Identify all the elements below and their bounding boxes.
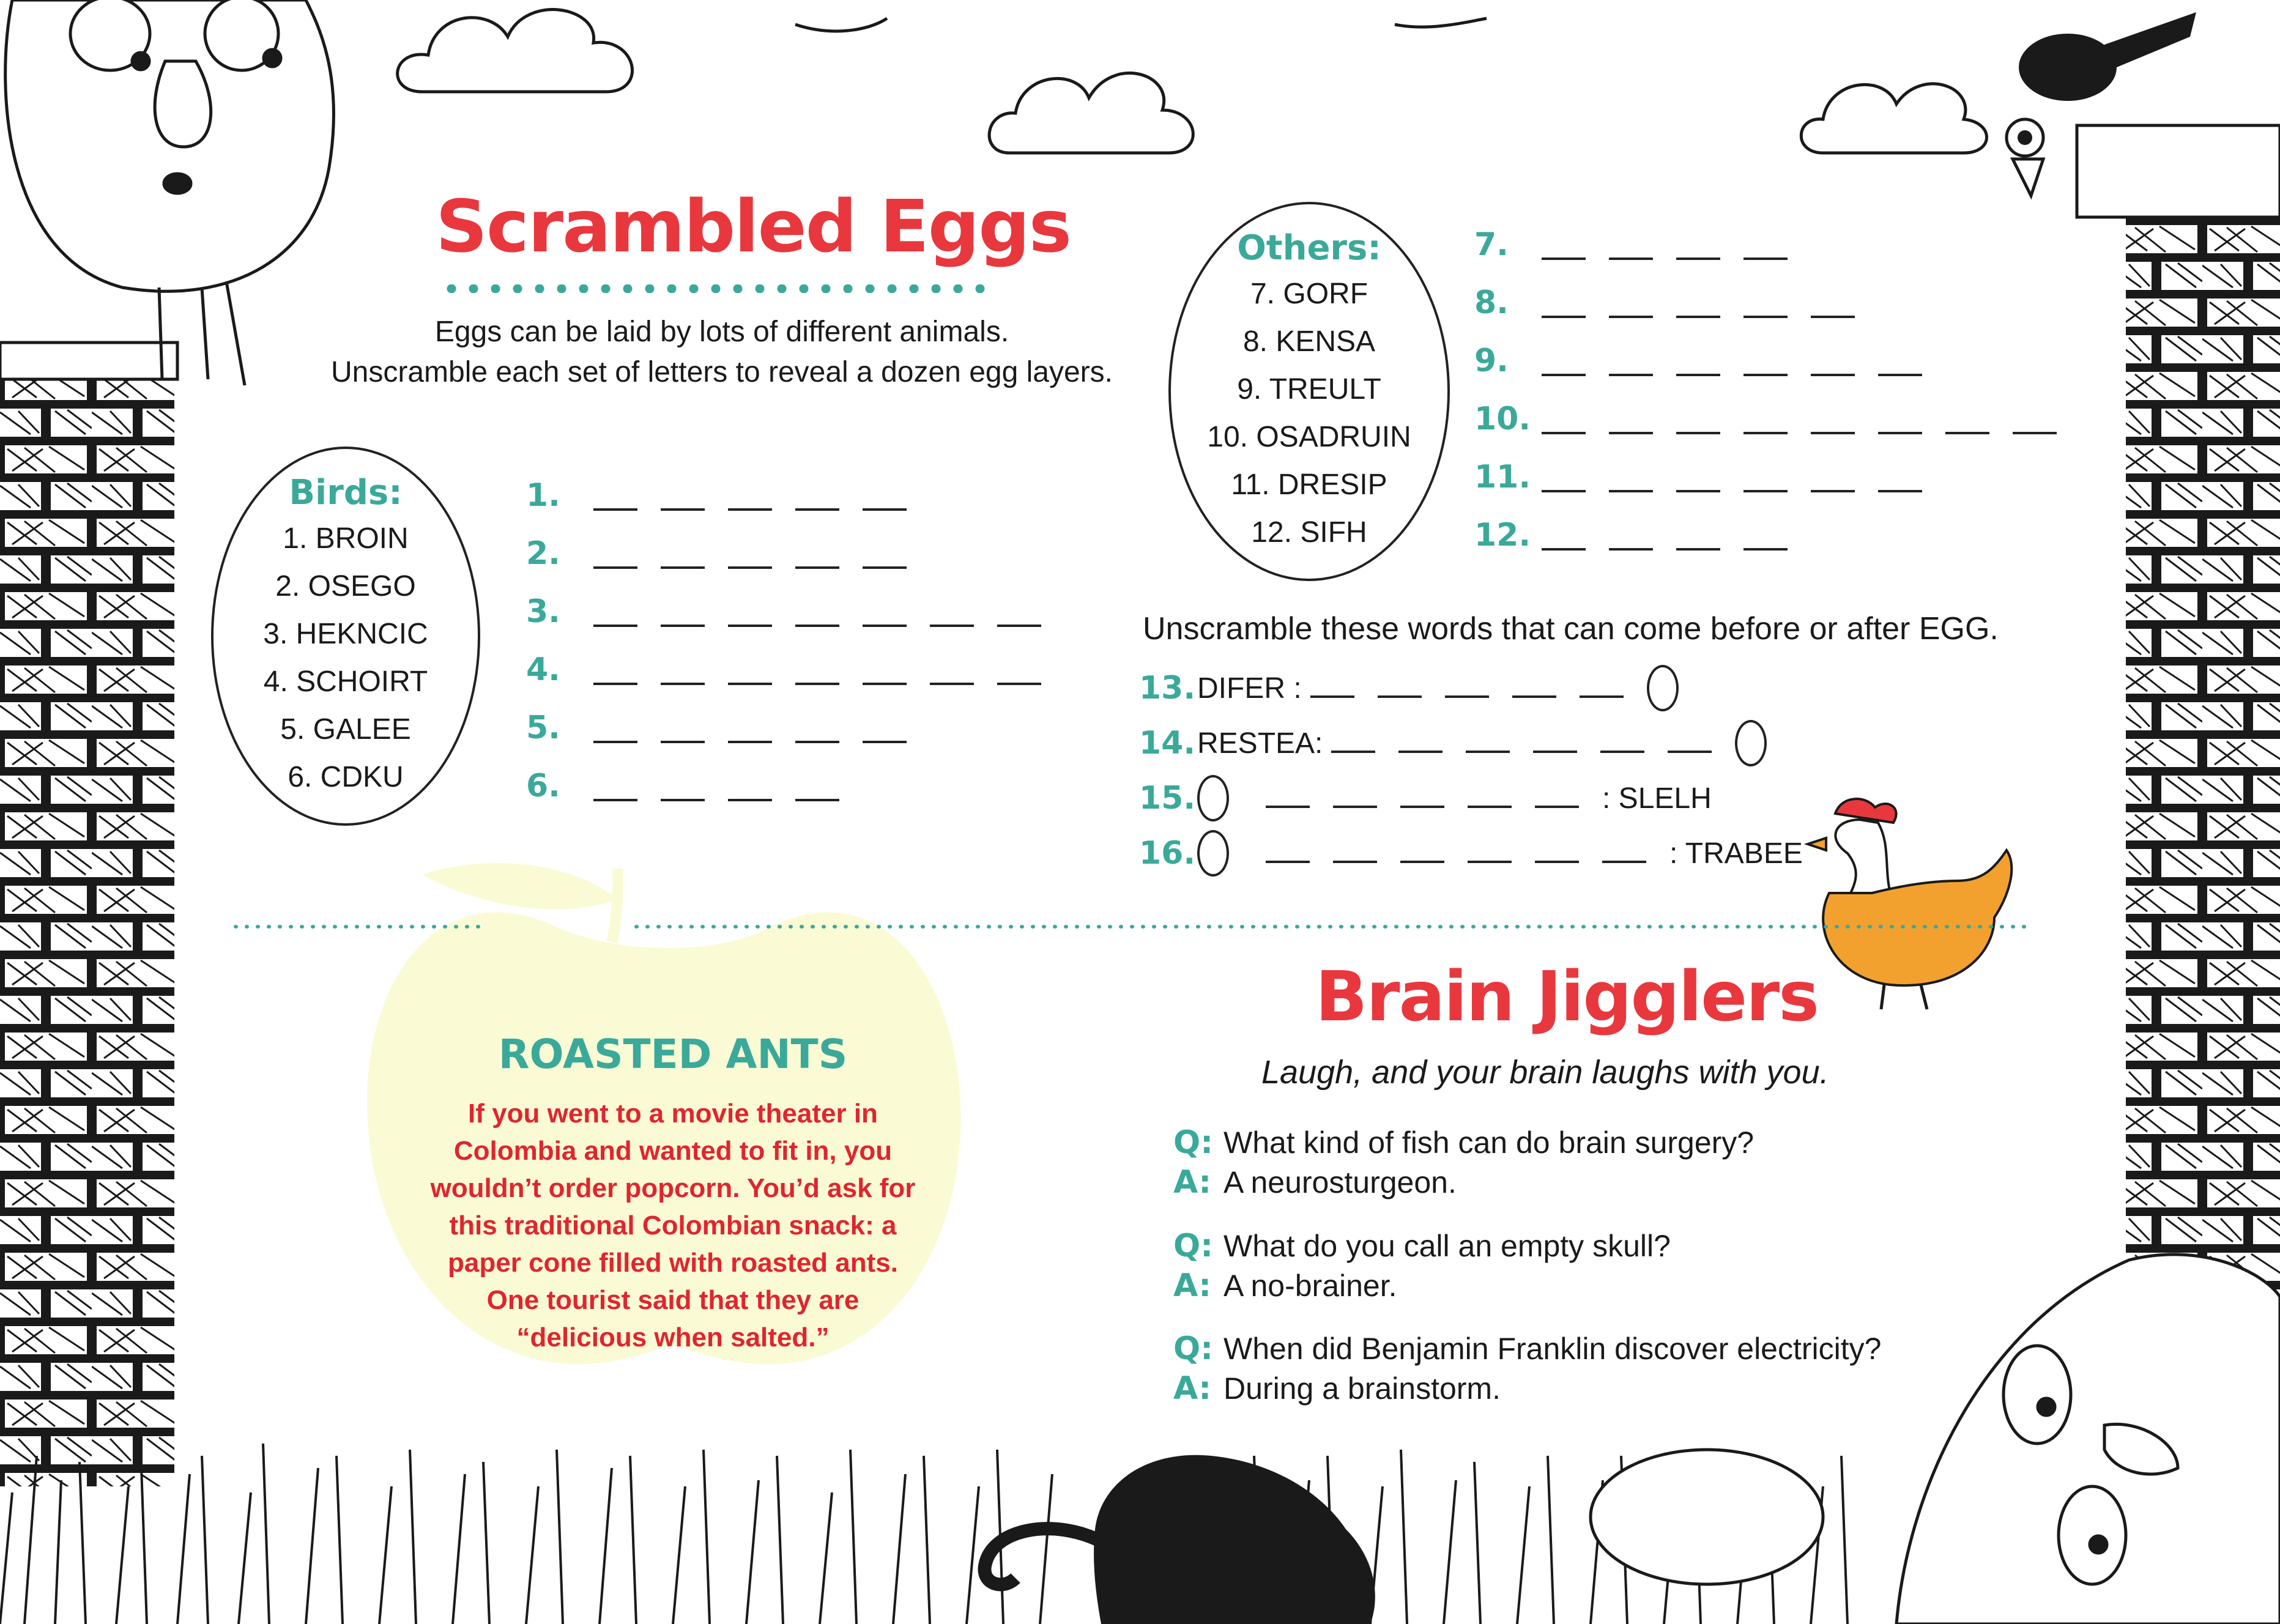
letter-blank[interactable] [863, 600, 907, 627]
cracked-egg-icon [1591, 1255, 2280, 1624]
letter-blank[interactable] [1535, 836, 1579, 863]
letter-blank[interactable] [1542, 407, 1586, 434]
letter-blank[interactable] [593, 600, 637, 627]
letter-blank[interactable] [1512, 671, 1556, 698]
bird-clue-6: 6. CDKU [288, 761, 404, 793]
brain-jigglers-subtitle: Laugh, and your brain laughs with you. [1261, 1054, 1829, 1091]
question-1 [1173, 1124, 1754, 1161]
answer-number: 7. [1474, 226, 1509, 263]
letter-blank[interactable] [1609, 233, 1653, 260]
title-dot-divider [440, 284, 991, 293]
answer-3 [1173, 1370, 1501, 1407]
letter-blank[interactable] [593, 484, 637, 511]
letter-blank[interactable] [1445, 671, 1489, 698]
answer-row[interactable] [1474, 459, 1945, 495]
phrase-blanks[interactable] [1310, 671, 1647, 705]
letter-blank[interactable] [1878, 407, 1922, 434]
letter-blank[interactable] [795, 774, 839, 801]
letter-blank[interactable] [1600, 726, 1644, 753]
letter-blank[interactable] [593, 716, 637, 743]
phrase-word: : SLELH [1602, 782, 1712, 815]
letter-blank[interactable] [1743, 407, 1788, 434]
brain-jigglers-title: Brain Jigglers [1315, 957, 1818, 1037]
answer-2 [1173, 1267, 1397, 1304]
phrase-row[interactable] [1139, 664, 1679, 713]
ants-line: Colombia and wanted to fit in, you [453, 1136, 893, 1166]
answer-row[interactable] [1474, 517, 1811, 554]
answer-row[interactable] [1474, 284, 1878, 321]
letter-blank[interactable] [1676, 233, 1720, 260]
letter-blank[interactable] [863, 716, 907, 743]
letter-blank[interactable] [661, 600, 705, 627]
phrase-blanks[interactable] [1266, 781, 1602, 815]
roasted-ants-title: ROASTED ANTS [498, 1031, 848, 1078]
intro-line-2: Unscramble each set of letters to reveal a dozen egg layers. [331, 356, 1113, 388]
answer-number: 9. [1474, 343, 1509, 379]
letter-blank[interactable] [1333, 836, 1377, 863]
letter-blank[interactable] [661, 484, 705, 511]
hen-icon [1808, 799, 2011, 1009]
letter-blank[interactable] [1331, 726, 1375, 753]
letter-blank[interactable] [930, 600, 974, 627]
answer-row[interactable] [1474, 343, 1945, 379]
answer-1 [1173, 1164, 1457, 1201]
letter-blank[interactable] [728, 774, 772, 801]
answer-blanks[interactable] [593, 658, 1064, 688]
answer-number: 6. [526, 768, 560, 804]
answer-number: 2. [526, 535, 560, 572]
letter-blank[interactable] [1378, 671, 1422, 698]
letter-blank[interactable] [1533, 726, 1577, 753]
answer-number: 5. [526, 710, 560, 746]
a-marker: A: [1173, 1370, 1212, 1407]
answer-number: 1. [526, 477, 560, 514]
answer-row[interactable] [526, 477, 930, 514]
grass-icon [0, 1444, 1847, 1624]
letter-blank[interactable] [1676, 407, 1720, 434]
letter-blank[interactable] [1811, 407, 1855, 434]
letter-blank[interactable] [1609, 291, 1653, 318]
ants-line: wouldn’t order popcorn. You’d ask for [430, 1173, 916, 1203]
cloud-icon [398, 10, 1987, 153]
letter-blank[interactable] [1400, 781, 1444, 808]
letter-blank[interactable] [1468, 836, 1512, 863]
letter-blank[interactable] [1676, 524, 1720, 551]
other-clue-9: 9. TREULT [1237, 373, 1381, 406]
question-text: What kind of fish can do brain surgery? [1224, 1125, 1755, 1160]
left-brick-wall [0, 367, 174, 1486]
question-3 [1173, 1330, 1881, 1367]
bird-clue-4: 4. SCHOIRT [263, 666, 428, 698]
answer-blanks[interactable] [1542, 465, 1945, 495]
letter-blank[interactable] [1609, 524, 1653, 551]
letter-blank[interactable] [1811, 465, 1855, 492]
letter-blank[interactable] [1609, 349, 1653, 376]
phrase-row[interactable] [1139, 719, 1767, 768]
other-clue-8: 8. KENSA [1242, 325, 1376, 358]
letter-blank[interactable] [1466, 726, 1510, 753]
letter-blank[interactable] [1743, 291, 1788, 318]
letter-blank[interactable] [795, 600, 839, 627]
letter-blank[interactable] [2013, 407, 2057, 434]
letter-blank[interactable] [795, 658, 839, 685]
answer-blanks[interactable] [1542, 291, 1878, 321]
letter-blank[interactable] [1676, 291, 1720, 318]
answer-text: A no-brainer. [1224, 1269, 1397, 1303]
answer-blanks[interactable] [1542, 524, 1811, 554]
letter-blank[interactable] [1743, 233, 1788, 260]
letter-blank[interactable] [1542, 465, 1586, 492]
letter-blank[interactable] [1542, 524, 1586, 551]
letter-blank[interactable] [728, 716, 772, 743]
letter-blank[interactable] [863, 658, 907, 685]
other-clue-12: 12. SIFH [1251, 516, 1367, 549]
phrase-row[interactable] [1139, 774, 1712, 823]
answer-number: 8. [1474, 284, 1509, 321]
ants-line: paper cone filled with roasted ants. [448, 1248, 898, 1278]
letter-blank[interactable] [795, 484, 839, 511]
scrambled-intro [294, 312, 1150, 393]
letter-blank[interactable] [1266, 781, 1310, 808]
letter-blank[interactable] [593, 658, 637, 685]
phrase-blanks[interactable] [1331, 726, 1735, 760]
letter-blank[interactable] [1580, 671, 1624, 698]
letter-blank[interactable] [1542, 233, 1586, 260]
phrase-word: DIFER : [1197, 672, 1302, 705]
letter-blank[interactable] [661, 658, 705, 685]
roasted-ants-text [355, 1095, 991, 1356]
letter-blank[interactable] [1333, 781, 1377, 808]
letter-blank[interactable] [593, 542, 637, 569]
ants-line: One tourist said that they are [486, 1285, 860, 1315]
phrase-number: 16. [1139, 835, 1196, 872]
answer-blanks[interactable] [1542, 233, 1811, 263]
right-brick-wall [2126, 214, 2280, 1437]
letter-blank[interactable] [1676, 349, 1720, 376]
answer-row[interactable] [1474, 401, 2080, 437]
letter-blank[interactable] [1743, 465, 1788, 492]
other-clue-7: 7. GORF [1250, 278, 1368, 310]
question-text: What do you call an empty skull? [1224, 1229, 1671, 1263]
answer-blanks[interactable] [593, 542, 930, 572]
answer-row[interactable] [526, 651, 1064, 688]
letter-blank[interactable] [728, 658, 772, 685]
q-marker: Q: [1173, 1330, 1213, 1367]
bird-clue-2: 2. OSEGO [275, 570, 416, 603]
letter-blank[interactable] [863, 542, 907, 569]
q-marker: Q: [1173, 1124, 1213, 1161]
letter-blank[interactable] [728, 484, 772, 511]
letter-blank[interactable] [1609, 407, 1653, 434]
answer-number: 4. [526, 651, 560, 688]
letter-blank[interactable] [593, 774, 637, 801]
letter-blank[interactable] [728, 542, 772, 569]
letter-blank[interactable] [1743, 349, 1788, 376]
birds-oval [211, 447, 480, 826]
letter-blank[interactable] [1602, 836, 1646, 863]
answer-row[interactable] [526, 593, 1064, 630]
letter-blank[interactable] [1468, 781, 1512, 808]
letter-blank[interactable] [795, 716, 839, 743]
a-marker: A: [1173, 1267, 1212, 1304]
letter-blank[interactable] [1542, 291, 1586, 318]
ants-line: “delicious when salted.” [516, 1322, 830, 1352]
answer-row[interactable] [526, 710, 930, 746]
other-clue-11: 11. DRESIP [1231, 469, 1387, 501]
egg-shape-icon [1735, 720, 1767, 766]
egg-character-icon [6, 0, 334, 385]
phrases-intro: Unscramble these words that can come before or after EGG. [1143, 611, 1999, 647]
question-2 [1173, 1228, 1671, 1264]
others-oval [1168, 202, 1450, 581]
phrase-number: 14. [1139, 725, 1196, 762]
answer-blanks[interactable] [593, 716, 930, 746]
answer-blanks[interactable] [593, 774, 863, 804]
letter-blank[interactable] [997, 658, 1041, 685]
ants-line: this traditional Colombian snack: a [449, 1211, 897, 1240]
answer-number: 12. [1474, 517, 1531, 554]
letter-blank[interactable] [1609, 465, 1653, 492]
letter-blank[interactable] [1878, 465, 1922, 492]
egg-shape-icon [1197, 775, 1229, 821]
answer-number: 11. [1474, 459, 1531, 495]
letter-blank[interactable] [1811, 349, 1855, 376]
others-label: Others: [1237, 228, 1381, 268]
letter-blank[interactable] [1310, 671, 1354, 698]
answer-number: 3. [526, 593, 560, 630]
letter-blank[interactable] [1400, 836, 1444, 863]
phrase-blanks[interactable] [1266, 836, 1669, 870]
a-marker: A: [1173, 1164, 1212, 1201]
egg-shape-icon [1647, 665, 1679, 711]
birds-label: Birds: [289, 473, 403, 513]
other-clue-10: 10. OSADRUIN [1207, 421, 1411, 453]
letter-blank[interactable] [1878, 349, 1922, 376]
letter-blank[interactable] [1676, 465, 1720, 492]
answer-blanks[interactable] [1542, 407, 2080, 437]
egg-shape-icon [1197, 830, 1229, 877]
letter-blank[interactable] [1398, 726, 1443, 753]
answer-blanks[interactable] [1542, 349, 1945, 379]
letter-blank[interactable] [930, 658, 974, 685]
phrase-number: 13. [1139, 670, 1196, 706]
answer-text: A neurosturgeon. [1224, 1165, 1457, 1199]
letter-blank[interactable] [661, 774, 705, 801]
letter-blank[interactable] [795, 542, 839, 569]
answer-row[interactable] [526, 535, 930, 572]
letter-blank[interactable] [863, 484, 907, 511]
question-text: When did Benjamin Franklin discover electricity? [1224, 1332, 1882, 1366]
answer-text: During a brainstorm. [1224, 1371, 1501, 1406]
letter-blank[interactable] [661, 542, 705, 569]
ants-line: If you went to a movie theater in [468, 1099, 878, 1129]
letter-blank[interactable] [1266, 836, 1310, 863]
scrambled-eggs-title: Scrambled Eggs [436, 184, 1071, 269]
letter-blank[interactable] [661, 716, 705, 743]
phrase-word: : TRABEE [1669, 837, 1803, 870]
letter-blank[interactable] [1945, 407, 1989, 434]
bird-clue-5: 5. GALEE [280, 713, 411, 746]
bird-clue-3: 3. HEKNCIC [263, 618, 428, 650]
answer-blanks[interactable] [593, 600, 1064, 630]
intro-line-1: Eggs can be laid by lots of different animals. [434, 316, 1009, 348]
phrase-word: RESTEA: [1197, 727, 1323, 760]
phrase-row[interactable] [1139, 829, 1803, 878]
letter-blank[interactable] [1668, 726, 1712, 753]
bird-clue-1: 1. BROIN [283, 522, 409, 555]
answer-row[interactable] [1474, 226, 1811, 263]
answer-blanks[interactable] [593, 484, 930, 514]
q-marker: Q: [1173, 1228, 1213, 1264]
letter-blank[interactable] [997, 600, 1041, 627]
letter-blank[interactable] [1535, 781, 1579, 808]
letter-blank[interactable] [1542, 349, 1586, 376]
letter-blank[interactable] [1811, 291, 1855, 318]
letter-blank[interactable] [728, 600, 772, 627]
answer-number: 10. [1474, 401, 1531, 437]
phrase-number: 15. [1139, 780, 1196, 817]
answer-row[interactable] [526, 768, 863, 804]
letter-blank[interactable] [1743, 524, 1788, 551]
